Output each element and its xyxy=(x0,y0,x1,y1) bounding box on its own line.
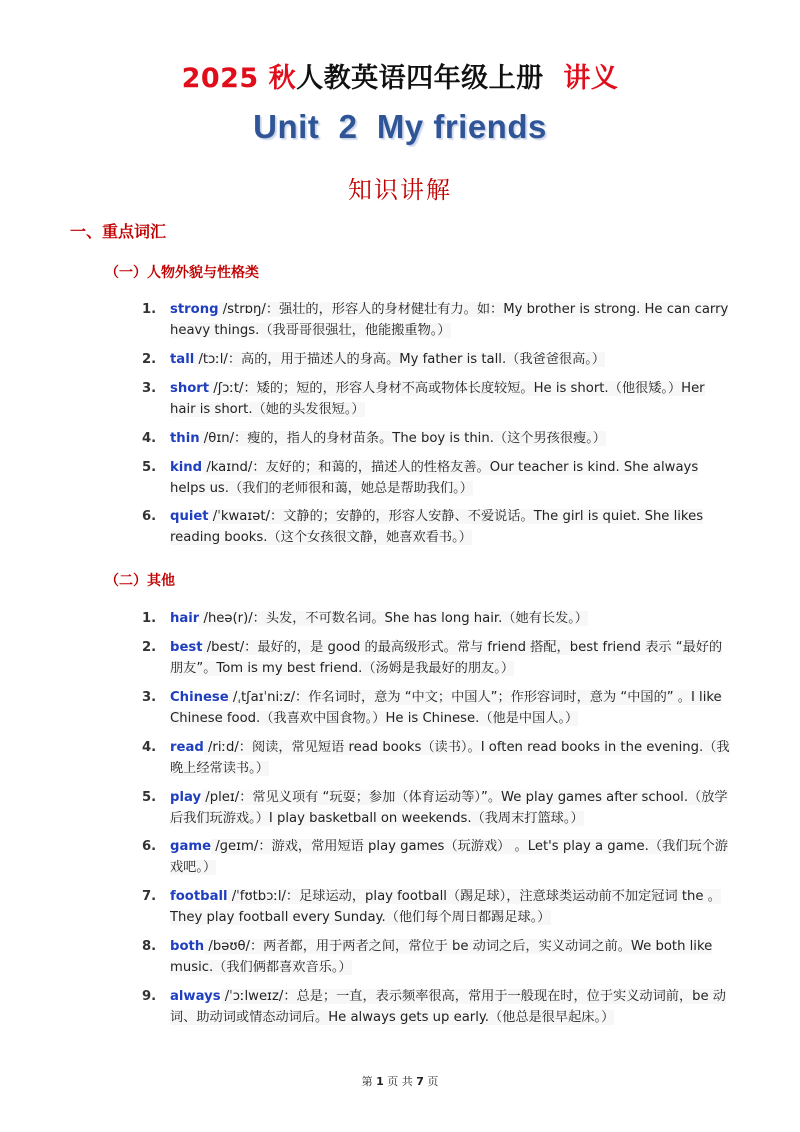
list-item xyxy=(138,637,732,679)
vocab-word: both xyxy=(170,939,205,955)
list-item xyxy=(138,886,732,928)
vocab-word: always xyxy=(170,989,221,1005)
title-year: 2025 秋 xyxy=(181,63,297,94)
vocab-definition: /heə(r)/：头发，不可数名词。She has long hair.（她有长发。） xyxy=(199,611,588,626)
vocab-definition: /kaɪnd/：友好的；和蔼的，描述人的性格友善。Our teacher is kind. She always helps us.（我们的老师很和蔼，她总是帮助我们。） xyxy=(170,459,699,496)
main-heading: 一、重点词汇 xyxy=(70,222,167,241)
vocab-word: game xyxy=(170,839,212,855)
vocab-definition: /pleɪ/：常见义项有 “玩耍；参加（体育运动等）”。We play games after school.（放学后我们玩游戏。）I play basketball on weekends.（我周末打篮球。） xyxy=(170,789,728,826)
vocab-word: Chinese xyxy=(170,689,229,705)
list-item xyxy=(138,299,732,341)
item-number: 9. xyxy=(142,989,157,1005)
vocab-word: thin xyxy=(170,430,200,446)
item-number: 8. xyxy=(142,939,157,955)
item-number: 5. xyxy=(142,459,157,475)
list-item xyxy=(138,836,732,878)
vocab-definition: /riːd/：阅读，常见短语 read books（读书）。I often read books in the evening.（我晚上经常读书。） xyxy=(170,739,730,776)
list-item xyxy=(138,378,732,420)
vocab-definition: /ˌtʃaɪˈniːz/：作名词时，意为 “中文；中国人”；作形容词时，意为 “中国的” 。I like Chinese food.（我喜欢中国食物。）He is Chinese.（他是中国人。） xyxy=(170,689,722,726)
group-heading-appearance: （一）人物外貌与性格类 xyxy=(105,265,259,281)
list-item xyxy=(138,787,732,829)
footer-prefix: 第 xyxy=(361,1075,377,1088)
vocab-word: tall xyxy=(170,351,195,367)
title-book: 人教英语四年级上册 xyxy=(296,63,544,94)
vocab-definition: /best/：最好的，是 good 的最高级形式。常与 friend 搭配，best friend 表示 “最好的朋友”。Tom is my best friend.（汤姆是我最好的朋友。） xyxy=(170,639,723,676)
list-item xyxy=(138,428,732,449)
document-title xyxy=(0,56,800,95)
footer-total-pages: 7 xyxy=(416,1075,424,1088)
item-number: 3. xyxy=(142,689,157,705)
item-number: 1. xyxy=(142,302,157,317)
item-number: 7. xyxy=(142,889,157,905)
vocab-definition: /tɔːl/：高的，用于描述人的身高。My father is tall.（我爸爸很高。） xyxy=(194,351,606,367)
list-item xyxy=(138,608,732,629)
title-handout: 讲义 xyxy=(563,63,619,94)
vocab-word: read xyxy=(170,739,204,755)
vocab-word: football xyxy=(170,889,228,905)
vocab-definition: /ˈkwaɪət/：文静的；安静的，形容人安静、不爱说话。The girl is quiet. She likes reading books.（这个女孩很文静，她喜欢看书。） xyxy=(170,509,704,546)
vocab-definition: /ˈɔːlweɪz/：总是；一直，表示频率很高，常用于一般现在时，位于实义动词前，be 动词、助动词或情态动词后。He always gets up early.（他总是很早起床。） xyxy=(170,989,726,1026)
section-title: 知识讲解 xyxy=(348,176,452,204)
item-number: 4. xyxy=(142,739,157,755)
vocab-word: hair xyxy=(170,611,200,626)
list-item xyxy=(138,737,732,779)
footer-middle: 页 共 xyxy=(383,1075,417,1088)
list-item xyxy=(138,687,732,729)
vocab-definition: /ˈfʊtbɔːl/：足球运动，play football（踢足球），注意球类运动前不加定冠词 the 。They play football every Sunday.（他们每个周日都踢足球。） xyxy=(170,889,721,926)
vocab-word: short xyxy=(170,380,210,396)
vocab-definition: /ɡeɪm/：游戏，常用短语 play games（玩游戏） 。Let's play a game.（我们玩个游戏吧。） xyxy=(170,839,728,876)
item-number: 6. xyxy=(142,509,157,525)
vocab-definition: /bəʊθ/：两者都，用于两者之间，常位于 be 动词之后，实义动词之前。We both like music.（我们俩都喜欢音乐。） xyxy=(170,939,713,976)
footer-page-number: 1 xyxy=(376,1075,384,1088)
list-item xyxy=(138,936,732,978)
vocab-word: best xyxy=(170,639,203,655)
vocab-word: strong xyxy=(170,302,219,317)
vocab-definition: /strɒŋ/：强壮的，形容人的身材健壮有力。如：My brother is strong. He can carry heavy things.（我哥哥很强壮，他能搬重物。） xyxy=(170,302,729,338)
item-number: 6. xyxy=(142,839,157,855)
group-heading-other: （二）其他 xyxy=(105,573,175,589)
item-number: 2. xyxy=(142,351,157,367)
list-item xyxy=(138,457,732,499)
page-footer xyxy=(0,1073,800,1089)
vocab-word: play xyxy=(170,789,202,805)
vocab-definition: /θɪn/：瘦的，指人的身材苗条。The boy is thin.（这个男孩很瘦。） xyxy=(199,430,606,446)
list-item xyxy=(138,986,732,1028)
item-number: 4. xyxy=(142,430,157,446)
item-number: 3. xyxy=(142,380,157,396)
list-item xyxy=(138,506,732,548)
vocab-list-other xyxy=(138,608,732,1036)
item-number: 1. xyxy=(142,611,157,626)
item-number: 5. xyxy=(142,789,157,805)
unit-title: Unit 2 My friends xyxy=(253,108,547,145)
vocab-word: quiet xyxy=(170,509,209,525)
vocab-definition: /ʃɔːt/：矮的；短的，形容人身材不高或物体长度较短。He is short.（他很矮。）Her hair is short.（她的头发很短。） xyxy=(170,380,705,417)
list-item xyxy=(138,349,732,370)
item-number: 2. xyxy=(142,639,157,655)
vocab-list-appearance xyxy=(138,299,732,556)
vocab-word: kind xyxy=(170,459,203,475)
footer-suffix: 页 xyxy=(423,1075,439,1088)
